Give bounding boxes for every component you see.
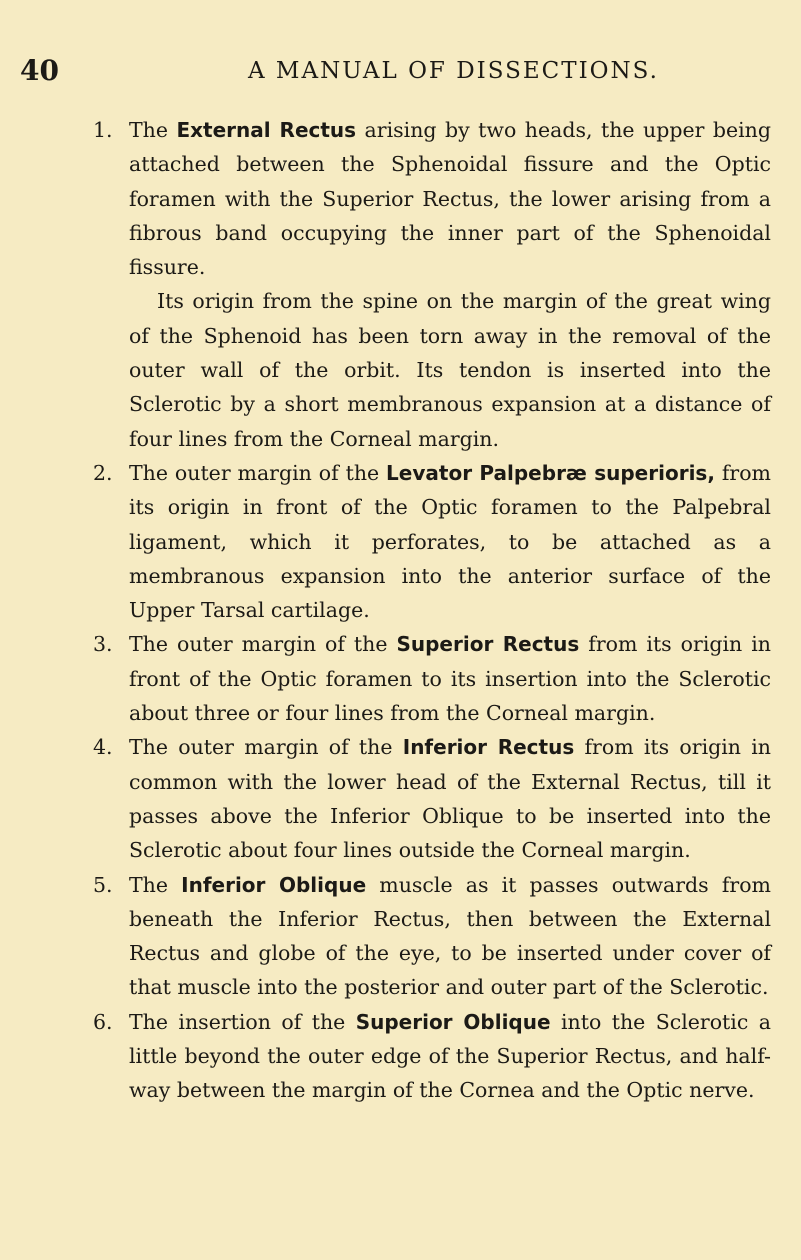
item-number: 5.: [93, 872, 113, 897]
muscle-name: Levator Palpebræ superioris,: [386, 460, 715, 485]
item-number: 3.: [93, 632, 113, 657]
text-run: The: [129, 872, 182, 897]
text-run: from its origin in front of the Optic foramen to its insertion into the Sclerotic about three or four lines from the Corneal margin.: [129, 632, 771, 726]
item-number: 4.: [93, 735, 113, 760]
list-item-1: [0, 113, 801, 456]
item-paragraph: [129, 1005, 771, 1108]
list-item-5: [0, 868, 801, 1005]
item-number: 2.: [93, 460, 113, 485]
item-paragraph: [129, 730, 771, 867]
list-item-4: [0, 730, 801, 867]
text-run: The outer margin of the: [129, 735, 403, 760]
text-run: The insertion of the: [129, 1009, 356, 1034]
list-item-6: [0, 1005, 801, 1108]
page-number: 40: [20, 54, 59, 87]
item-paragraph: Its origin from the spine on the margin of the great wing of the Sphenoid has been torn away in the removal of the outer wall of the orbit. Its tendon is inserted into the Sclerotic by a short membranous expansion at a distance of four lines from the Corneal margin.: [129, 289, 771, 451]
list-item-2: [0, 456, 801, 627]
item-paragraph: [129, 113, 771, 284]
text-run: The: [129, 118, 177, 142]
text-run: The outer margin of the: [129, 632, 397, 657]
text-run: arising by two heads, the upper being attached between the Sphenoidal fissure and the Optic foramen with the Superior Rectus, the lower arising from a fibrous band occupying the inner part of the Sphenoidal fissure.: [129, 118, 771, 280]
muscle-name: Superior Rectus: [396, 632, 580, 657]
muscle-name: External Rectus: [176, 118, 357, 142]
muscle-name: Inferior Rectus: [402, 735, 575, 760]
text-run: into the Sclerotic a little beyond the outer edge of the Superior Rectus, and half-way between the margin of the Cornea and the Optic nerve.: [129, 1009, 771, 1103]
text-run: from its origin in common with the lower head of the External Rectus, till it passes above the Inferior Oblique to be inserted into the Sclerotic about four lines outside the Corneal margin.: [129, 735, 771, 863]
item-number: 1.: [93, 118, 113, 142]
muscle-name: Inferior Oblique: [181, 872, 367, 897]
muscle-name: Superior Oblique: [355, 1009, 551, 1034]
running-title: A MANUAL OF DISSECTIONS.: [248, 58, 659, 84]
item-paragraph: [129, 456, 771, 627]
dissection-list: [0, 113, 801, 1108]
text-run: The outer margin of the: [129, 460, 387, 485]
item-paragraph: [129, 627, 771, 730]
text-run: from its origin in front of the Optic foramen to the Palpebral ligament, which it perforates, to be attached as a membranous expansion into the anterior surface of the Upper Tarsal cartilage.: [129, 460, 772, 623]
item-number: 6.: [93, 1009, 113, 1034]
list-item-3: [0, 627, 801, 730]
text-run: muscle as it passes outwards from beneath the Inferior Rectus, then between the External Rectus and globe of the eye, to be inserted under cover of that muscle into the posterior and outer part of the Sclerotic.: [129, 872, 771, 1000]
item-paragraph: [129, 868, 771, 1005]
